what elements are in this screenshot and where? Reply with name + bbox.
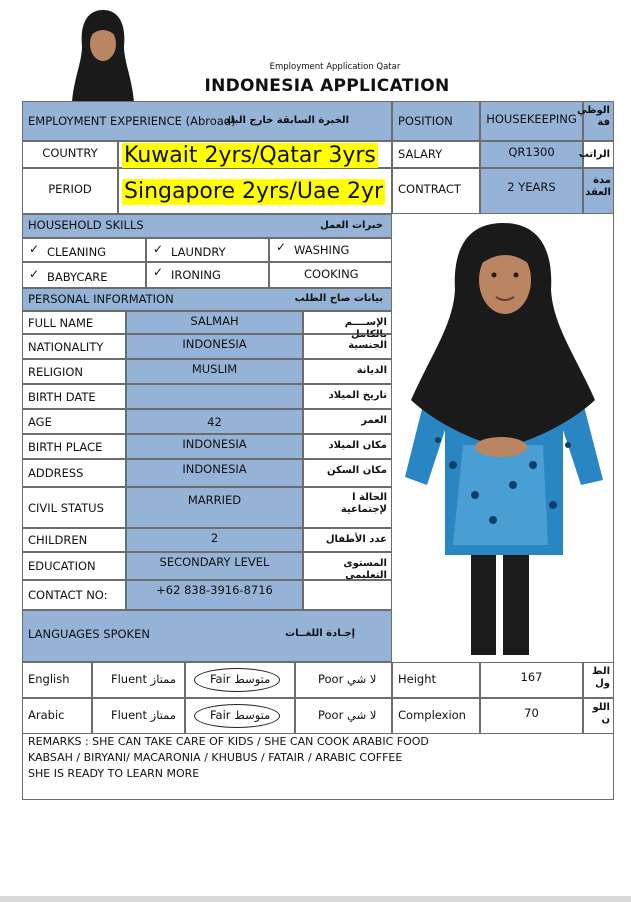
personal-row-label-text: NATIONALITY	[28, 339, 104, 354]
complexion-label	[392, 698, 480, 734]
complexion-label-ar-text: اللو ن	[592, 702, 610, 725]
complexion-value	[480, 698, 583, 734]
personal-row-label	[22, 487, 126, 528]
personal-row-value	[126, 528, 303, 552]
check-icon: ✓	[153, 265, 164, 279]
personal-row-label-ar	[303, 334, 392, 359]
personal-row-value	[126, 311, 303, 334]
period-label-cell	[22, 168, 118, 214]
personal-row-label-text: AGE	[28, 414, 52, 429]
salary-label-ar: الراتب	[578, 149, 610, 160]
skill-laundry	[146, 238, 269, 262]
personal-row-label-ar	[303, 359, 392, 384]
skill-cooking	[269, 262, 392, 288]
height-label-ar-text: الط ول	[592, 666, 610, 689]
personal-row-label	[22, 528, 126, 552]
remarks-line-1: REMARKS : SHE CAN TAKE CARE OF KIDS / SHE CAN COOK ARABIC FOOD	[28, 735, 429, 748]
contract-label-ar-cell	[583, 168, 614, 214]
check-icon: ✓	[29, 242, 40, 256]
personal-row-label-text: BIRTH PLACE	[28, 439, 103, 454]
height-label-ar	[583, 662, 614, 698]
period-label: PERIOD	[48, 182, 92, 196]
personal-row-value-text: SECONDARY LEVEL	[159, 555, 270, 569]
contract-label-ar: مدة العقد	[585, 175, 611, 198]
language-fair-option-text: Fair متوسط	[210, 672, 271, 686]
position-value: HOUSEKEEPING	[486, 112, 577, 126]
personal-row-value-text: 42	[207, 415, 222, 429]
personal-row-label	[22, 409, 126, 434]
personal-row-label	[22, 434, 126, 459]
skills-label-ar: خبرات العمل	[320, 220, 383, 231]
personal-row-value-text: SALMAH	[190, 314, 239, 328]
languages-header	[22, 610, 392, 662]
country-label: COUNTRY	[42, 146, 98, 160]
personal-row-label-ar-text: الإســــم بالكامل	[344, 317, 387, 340]
check-icon: ✓	[276, 240, 287, 254]
personal-label-ar: بيانات صاح الطلب	[294, 293, 383, 304]
height-value-text: 167	[520, 670, 543, 684]
personal-row-value	[126, 580, 303, 610]
position-value-cell	[480, 101, 583, 141]
language-fluent-option	[92, 698, 185, 734]
language-name	[22, 698, 92, 734]
personal-row-label-text: CHILDREN	[28, 533, 88, 547]
personal-row-label-ar	[303, 311, 392, 340]
personal-row-value	[126, 409, 303, 434]
personal-row-value	[126, 459, 303, 487]
language-poor-option	[295, 698, 392, 734]
personal-row-label-text: CIVIL STATUS	[28, 500, 104, 515]
personal-row-label-ar-text: المستوى التعليمي	[343, 558, 387, 581]
skill-cleaning	[22, 238, 146, 262]
personal-row-label-ar-text: الجنسية	[348, 340, 387, 351]
personal-row-label-ar-text: عدد الأطفال	[325, 534, 387, 545]
complexion-label-text: Complexion	[398, 708, 466, 722]
skills-label: HOUSEHOLD SKILLS	[28, 218, 144, 232]
language-name-text: Arabic	[28, 708, 65, 722]
personal-row-value-text: 2	[210, 531, 219, 545]
skill-washing	[269, 238, 392, 262]
form-subtitle: Employment Application Qatar	[269, 62, 401, 72]
form-title: INDONESIA APPLICATION	[204, 76, 450, 96]
personal-row-label	[22, 580, 126, 610]
experience-label: EMPLOYMENT EXPERIENCE (Abroad)	[28, 114, 236, 128]
personal-label: PERSONAL INFORMATION	[28, 292, 174, 306]
check-icon: ✓	[29, 267, 40, 281]
salary-label-cell	[392, 141, 480, 168]
personal-row-label-text: CONTACT NO:	[28, 588, 108, 602]
language-fair-option	[185, 698, 295, 734]
personal-row-label-ar-text: الحالة ا لإجتماعية	[340, 492, 387, 515]
personal-row-label-text: FULL NAME	[28, 315, 94, 330]
personal-row-label-ar	[303, 487, 392, 528]
position-label-ar-cell	[577, 101, 614, 141]
personal-row-value	[126, 552, 303, 580]
personal-row-label-ar	[303, 580, 392, 610]
language-fair-option	[185, 662, 295, 698]
personal-row-value	[126, 384, 303, 409]
skill-name: BABYCARE	[47, 270, 108, 284]
personal-row-label-ar-text: العمر	[361, 415, 387, 426]
remarks-box	[22, 734, 614, 800]
personal-row-label-ar-text: مكان الميلاد	[328, 440, 387, 451]
contract-label: CONTRACT	[398, 182, 461, 196]
height-value	[480, 662, 583, 698]
position-label: POSITION	[398, 114, 453, 128]
personal-header	[22, 288, 392, 311]
height-label	[392, 662, 480, 698]
language-fluent-option-text: Fluent ممتاز	[111, 708, 176, 722]
personal-row-label-ar-text: الديانة	[356, 365, 387, 376]
personal-row-value-text: MARRIED	[187, 493, 242, 507]
contract-label-cell	[392, 168, 480, 214]
language-name	[22, 662, 92, 698]
height-label-text: Height	[398, 672, 437, 686]
personal-row-label-ar	[303, 528, 392, 552]
personal-row-label	[22, 334, 126, 359]
personal-row-value-text: +62 838-3916-8716	[156, 583, 273, 597]
check-icon: ✓	[153, 242, 164, 256]
personal-row-label	[22, 311, 126, 334]
skill-name: CLEANING	[47, 245, 107, 259]
personal-row-label-ar-text: مكان السكن	[327, 465, 387, 476]
personal-row-value	[126, 434, 303, 459]
personal-row-value-text: INDONESIA	[182, 337, 247, 351]
salary-label: SALARY	[398, 147, 443, 161]
position-label-cell	[392, 101, 480, 141]
contract-value: 2 YEARS	[507, 180, 556, 194]
country-value-cell	[118, 141, 392, 168]
personal-row-label-text: BIRTH DATE	[28, 389, 96, 404]
page-bottom-bar	[0, 896, 631, 902]
personal-row-value-text: MUSLIM	[191, 362, 238, 376]
position-label-ar: الوظي فة	[577, 105, 610, 128]
language-fluent-option	[92, 662, 185, 698]
personal-row-label-ar	[303, 409, 392, 434]
skill-name: WASHING	[294, 243, 350, 257]
personal-row-label	[22, 459, 126, 487]
period-value-cell	[118, 168, 392, 214]
languages-label: LANGUAGES SPOKEN	[28, 627, 150, 641]
language-poor-option-text: Poor لا شي	[318, 672, 377, 686]
remarks-line-3: SHE IS READY TO LEARN MORE	[28, 767, 200, 780]
country-label-cell	[22, 141, 118, 168]
complexion-value-text: 70	[524, 706, 539, 720]
personal-row-value	[126, 487, 303, 528]
salary-value-cell	[480, 141, 583, 168]
language-fair-option-text: Fair متوسط	[210, 708, 271, 722]
portrait-photo-full	[393, 215, 613, 661]
salary-label-ar-cell	[578, 141, 614, 168]
skill-name: IRONING	[171, 268, 221, 282]
skill-name: COOKING	[304, 267, 359, 281]
country-value: Kuwait 2yrs/Qatar 3yrs	[124, 143, 376, 168]
personal-row-label-text: EDUCATION	[28, 559, 96, 573]
skill-ironing	[146, 262, 269, 288]
personal-row-label	[22, 552, 126, 580]
personal-row-label-ar	[303, 434, 392, 459]
language-name-text: English	[28, 672, 70, 686]
skills-header	[22, 214, 392, 238]
personal-row-label-ar	[303, 552, 392, 580]
personal-row-label-ar	[303, 384, 392, 409]
personal-row-label-text: RELIGION	[28, 364, 84, 379]
personal-row-label-text: ADDRESS	[28, 466, 84, 480]
language-poor-option	[295, 662, 392, 698]
languages-label-ar: إجـادة اللغــات	[285, 628, 355, 639]
personal-row-value-text: INDONESIA	[182, 462, 247, 476]
experience-label-ar: الخبرة السابقة خارج البلد	[224, 115, 349, 126]
personal-row-value-text: INDONESIA	[182, 437, 247, 451]
language-fluent-option-text: Fluent ممتاز	[111, 672, 176, 686]
selected-oval-icon	[194, 704, 280, 728]
skill-babycare	[22, 262, 146, 288]
salary-value: QR1300	[508, 145, 555, 159]
personal-row-label	[22, 359, 126, 384]
personal-row-label-ar-text: تاريخ الميلاد	[328, 390, 387, 401]
skill-name: LAUNDRY	[171, 245, 226, 259]
personal-row-label	[22, 384, 126, 409]
portrait-photo-small	[70, 2, 136, 102]
period-value: Singapore 2yrs/Uae 2yr	[124, 179, 384, 204]
selected-oval-icon	[194, 668, 280, 692]
personal-row-label-ar	[303, 459, 392, 487]
remarks-line-2: KABSAH / BIRYANI/ MACARONIA / KHUBUS / FATAIR / ARABIC COFFEE	[28, 751, 403, 764]
personal-row-value	[126, 334, 303, 359]
personal-row-value	[126, 359, 303, 384]
contract-value-cell	[480, 168, 583, 214]
language-poor-option-text: Poor لا شي	[318, 708, 377, 722]
complexion-label-ar	[583, 698, 614, 734]
experience-header	[22, 101, 392, 141]
